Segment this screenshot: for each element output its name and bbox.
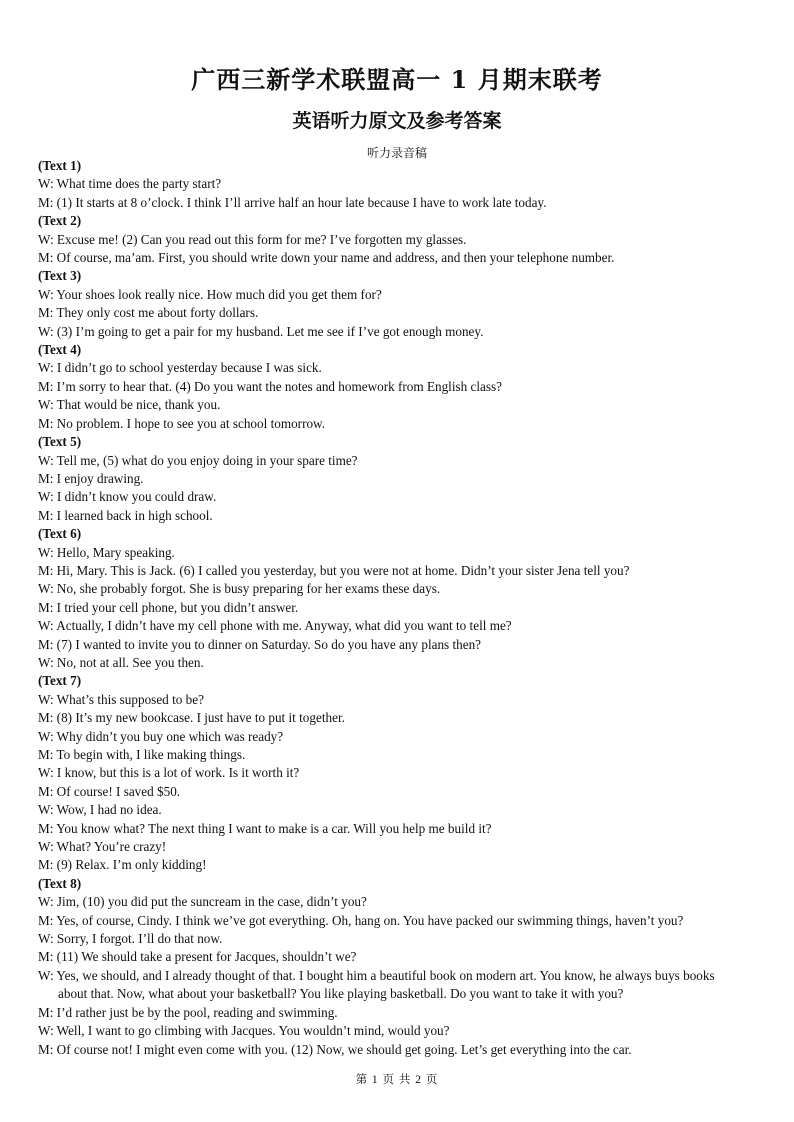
- section-heading: (Text 7): [38, 673, 82, 689]
- section-heading: (Text 2): [38, 213, 82, 229]
- dialogue-line: W: Your shoes look really nice. How much did you get them for?: [38, 286, 382, 302]
- section-heading: (Text 5): [38, 434, 82, 450]
- dialogue-line: M: I’m sorry to hear that. (4) Do you want the notes and homework from English class?: [38, 378, 503, 394]
- dialogue-line: W: Actually, I didn’t have my cell phone with me. Anyway, what did you want to tell me?: [38, 618, 512, 634]
- dialogue-line: M: (11) We should take a present for Jacques, shouldn’t we?: [38, 949, 357, 965]
- dialogue-line: W: I didn’t know you could draw.: [38, 489, 217, 505]
- dialogue-line: W: Hello, Mary speaking.: [38, 544, 175, 560]
- dialogue-line: W: Well, I want to go climbing with Jacques. You wouldn’t mind, would you?: [38, 1023, 450, 1039]
- dialogue-line: W: What time does the party start?: [38, 176, 222, 192]
- dialogue-line: M: (7) I wanted to invite you to dinner on Saturday. So do you have any plans then?: [38, 636, 482, 652]
- dialogue-line: M: No problem. I hope to see you at school tomorrow.: [38, 415, 326, 431]
- dialogue-line: W: Tell me, (5) what do you enjoy doing in your spare time?: [38, 452, 358, 468]
- dialogue-line: M: Yes, of course, Cindy. I think we’ve got everything. Oh, hang on. You have packed our swimming things, haven’t you?: [38, 912, 684, 928]
- section-heading: (Text 4): [38, 342, 82, 358]
- transcript-caption: 听力录音稿: [366, 146, 427, 160]
- dialogue-line: W: What? You’re crazy!: [38, 839, 167, 855]
- dialogue-line: W: Excuse me! (2) Can you read out this form for me? I’ve forgotten my glasses.: [38, 231, 467, 247]
- dialogue-line: W: Sorry, I forgot. I’ll do that now.: [38, 931, 223, 947]
- dialogue-line: M: I enjoy drawing.: [38, 470, 144, 486]
- dialogue-line: M: Of course, ma’am. First, you should write down your name and address, and then your telephone number.: [38, 250, 615, 266]
- dialogue-line: W: I didn’t go to school yesterday because I was sick.: [38, 360, 322, 376]
- dialogue-line: M: To begin with, I like making things.: [38, 747, 246, 762]
- document-subtitle: 英语听力原文及参考答案: [292, 110, 502, 132]
- dialogue-line: M: You know what? The next thing I want to make is a car. Will you help me build it?: [38, 820, 492, 836]
- dialogue-line: W: Jim, (10) you did put the suncream in the case, didn’t you?: [38, 894, 367, 910]
- dialogue-line: W: That would be nice, thank you.: [38, 397, 221, 413]
- dialogue-line: M: Of course! I saved $50.: [38, 783, 181, 799]
- dialogue-line: W: (3) I’m going to get a pair for my husband. Let me see if I’ve got enough money.: [38, 323, 484, 339]
- dialogue-line: W: Yes, we should, and I already thought of that. I bought him a beautiful book on modern art. You know, he always buys books about that. Now, what about your basketball? You like playing basketball. Do you want to take it with you?: [38, 967, 715, 1002]
- document-title: 广西三新学术联盟高一 1 月期末联考: [191, 65, 603, 94]
- dialogue-line: M: (8) It’s my new bookcase. I just have to put it together.: [38, 710, 345, 726]
- dialogue-line: M: I learned back in high school.: [38, 507, 213, 523]
- transcript-body: [38, 157, 738, 1059]
- section-heading: (Text 8): [38, 875, 82, 891]
- dialogue-line: W: Wow, I had no idea.: [38, 802, 162, 818]
- dialogue-line: M: (9) Relax. I’m only kidding!: [38, 857, 207, 873]
- dialogue-line: W: Why didn’t you buy one which was ready?: [38, 728, 284, 744]
- dialogue-line: M: I tried your cell phone, but you didn’t answer.: [38, 599, 299, 615]
- page-footer: 第 1 页 共 2 页: [355, 1074, 439, 1086]
- dialogue-line: W: No, not at all. See you then.: [38, 654, 204, 670]
- section-heading: (Text 1): [38, 158, 82, 173]
- dialogue-line: M: They only cost me about forty dollars.: [38, 305, 259, 321]
- dialogue-line: W: I know, but this is a lot of work. Is it worth it?: [38, 765, 300, 781]
- section-heading: (Text 6): [38, 526, 82, 542]
- dialogue-line: M: I’d rather just be by the pool, reading and swimming.: [38, 1004, 338, 1020]
- section-heading: (Text 3): [38, 268, 82, 284]
- dialogue-line: M: Hi, Mary. This is Jack. (6) I called you yesterday, but you were not at home. Didn’t your sister Jena tell you?: [38, 562, 630, 578]
- dialogue-line: W: No, she probably forgot. She is busy preparing for her exams these days.: [38, 581, 441, 597]
- dialogue-line: M: (1) It starts at 8 o’clock. I think I’ll arrive half an hour late because I have to work late today.: [38, 194, 547, 210]
- dialogue-line: W: What’s this supposed to be?: [38, 691, 204, 707]
- dialogue-line: M: Of course not! I might even come with you. (12) Now, we should get going. Let’s get everything into the car.: [38, 1041, 632, 1057]
